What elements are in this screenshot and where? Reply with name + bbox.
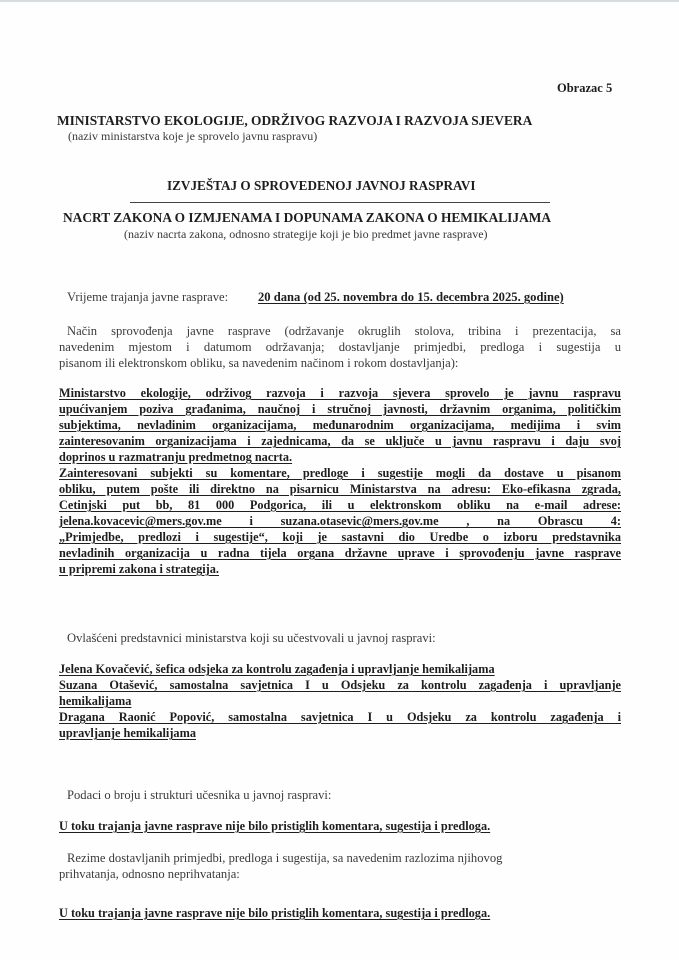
title-rule [130, 202, 550, 203]
method-answer-line: zainteresovanim organizacijama i zajednicama, da se uključe u javnu raspravu i daju svoj [59, 434, 621, 448]
email-addresses-line[interactable]: jelena.kovacevic@mers.gov.me i suzana.otasevic@mers.gov.me , na Obrascu 4: [59, 514, 621, 528]
method-answer-line: Ministarstvo ekologije, održivog razvoja i razvoja sjevera sprovelo je javnu raspravu [59, 386, 621, 400]
method-answer-line: subjektima, nevladinim organizacijama, međunarodnim organizacijama, medijima i svim [59, 418, 621, 432]
representatives-question: Ovlašćeni predstavnici ministarstva koji su učestvovali u javnoj raspravi: [67, 631, 436, 645]
draft-caption: (naziv nacrta zakona, odnosno strategije koji je bio predmet javne rasprave) [124, 227, 488, 241]
representative-line: Dragana Raonić Popović, samostalna savjetnica I u Odsjeku za kontrolu zagađenja i [59, 710, 621, 724]
form-label: Obrazac 5 [557, 81, 613, 95]
representative-line: Suzana Otašević, samostalna savjetnica I u Odsjeku za kontrolu zagađenja i upravljanje [59, 678, 621, 692]
ministry-caption: (naziv ministarstva koje je sprovelo javnu raspravu) [68, 129, 318, 143]
participants-answer: U toku trajanja javne rasprave nije bilo pristiglih komentara, sugestija i predloga. [59, 819, 491, 833]
ministry-name: MINISTARSTVO EKOLOGIJE, ODRŽIVOG RAZVOJA I RAZVOJA SJEVERA [57, 113, 533, 128]
method-answer-line: „Primjedbe, predlozi i sugestije“, koji je sastavni dio Uredbe o izboru predstavnika [59, 530, 621, 544]
method-question-line: pisanom ili elektronskom obliku, sa navedenim načinom i rokom dostavljanja): [59, 356, 459, 370]
duration-label: Vrijeme trajanja javne rasprave: [67, 290, 229, 304]
duration-value: 20 dana (od 25. novembra do 15. decembra 2025. godine) [258, 290, 564, 304]
representative-line: hemikalijama [59, 694, 132, 708]
summary-answer: U toku trajanja javne rasprave nije bilo pristiglih komentara, sugestija i predloga. [59, 906, 491, 920]
method-answer-line: Cetinjski put bb, 81 000 Podgorica, ili u elektronskom obliku na e-mail adrese: [59, 498, 621, 512]
representative-line: Jelena Kovačević, šefica odsjeka za kontrolu zagađenja i upravljanje hemikalijama [59, 662, 495, 676]
method-answer-line: doprinos u razmatranju predmetnog nacrta. [59, 450, 293, 464]
method-question-line: Način sprovođenja javne rasprave (održavanje okruglih stolova, tribina i prezentacija, sa [67, 324, 621, 338]
participants-question: Podaci o broju i strukturi učesnika u javnoj raspravi: [67, 788, 332, 802]
summary-question-line: prihvatanja, odnosno neprihvatanja: [59, 867, 240, 881]
summary-question-line: Rezime dostavljanih primjedbi, predloga i sugestija, sa navedenim razlozima njihovog [67, 851, 503, 865]
method-answer-line: obliku, putem pošte ili direktno na pisarnicu Ministarstva na adresu: Eko-efikasna zgrada, [59, 482, 621, 496]
method-answer-line: upućivanjem poziva građanima, naučnoj i stručnoj javnosti, državnim organima, političkim [59, 402, 621, 416]
method-answer-line: nevladinih organizacija u radna tijela organa državne uprave i sprovođenju javne rasprave [59, 546, 621, 560]
report-title: IZVJEŠTAJ O SPROVEDENOJ JAVNOJ RASPRAVI [167, 178, 476, 193]
method-answer-line: u pripremi zakona i strategija. [59, 562, 219, 576]
representative-line: upravljanje hemikalijama [59, 726, 196, 740]
method-question-line: navedenim mjestom i datumom održavanja; dostavljanje primjedbi, predloga i sugestija u [59, 340, 621, 354]
scan-edge [0, 0, 679, 2]
method-answer-line: Zainteresovani subjekti su komentare, predloge i sugestije mogli da dostave u pisanom [59, 466, 621, 480]
draft-name: NACRT ZAKONA O IZMJENAMA I DOPUNAMA ZAKONA O HEMIKALIJAMA [63, 210, 552, 225]
